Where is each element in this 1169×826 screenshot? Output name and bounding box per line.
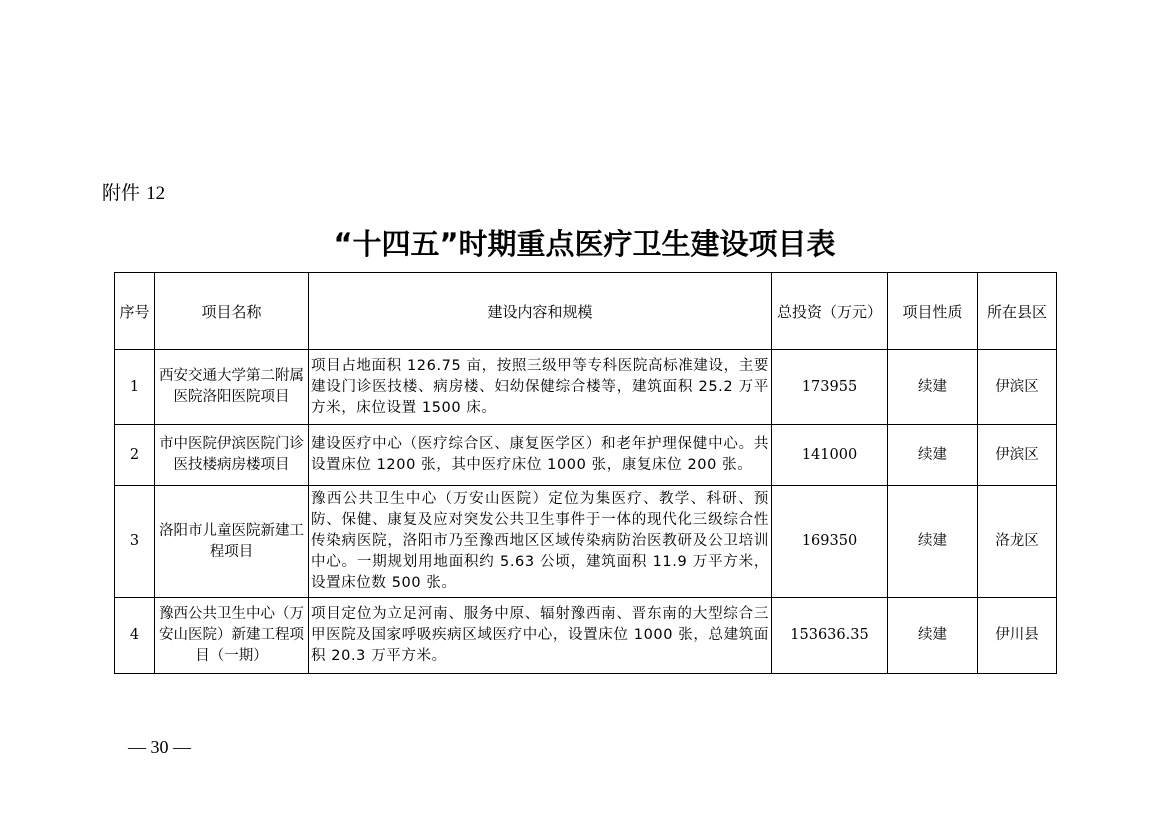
table-row — [115, 598, 1057, 674]
row-county: 伊川县 — [978, 598, 1057, 674]
table-header-row — [115, 273, 1057, 350]
attachment-prefix: 附件 — [102, 182, 141, 204]
header-name: 项目名称 — [155, 273, 309, 350]
header-county: 所在县区 — [978, 273, 1057, 350]
table-row — [115, 425, 1057, 486]
page-title: “十四五”时期重点医疗卫生建设项目表 — [333, 227, 836, 261]
row-content: 项目定位为立足河南、服务中原、辐射豫西南、晋东南的大型综合三甲医院及国家呼吸疾病区域医疗中心，设置床位 1000 张，总建筑面积 20.3 万平方米。 — [309, 598, 772, 674]
row-investment: 173955 — [772, 350, 888, 425]
row-nature: 续建 — [888, 350, 978, 425]
row-name: 西安交通大学第二附属医院洛阳医院项目 — [155, 350, 309, 425]
row-no: 1 — [115, 350, 155, 425]
row-content: 豫西公共卫生中心（万安山医院）定位为集医疗、教学、科研、预防、保健、康复及应对突发公共卫生事件于一体的现代化三级综合性传染病医院，洛阳市乃至豫西地区区域传染病防治医教研及公卫培训中心。一期规划用地面积约 5.63 公顷，建筑面积 11.9 万平方米，设置床位数 500 张。 — [309, 486, 772, 598]
row-no: 2 — [115, 425, 155, 486]
table-row — [115, 486, 1057, 598]
row-investment: 153636.35 — [772, 598, 888, 674]
row-no: 4 — [115, 598, 155, 674]
header-nature: 项目性质 — [888, 273, 978, 350]
row-investment: 169350 — [772, 486, 888, 598]
attachment-label — [102, 181, 165, 206]
row-investment: 141000 — [772, 425, 888, 486]
row-content: 项目占地面积 126.75 亩，按照三级甲等专科医院高标准建设，主要建设门诊医技楼、病房楼、妇幼保健综合楼等，建筑面积 25.2 万平方米，床位设置 1500 床。 — [309, 350, 772, 425]
header-content: 建设内容和规模 — [309, 273, 772, 350]
projects-table — [114, 272, 1057, 674]
row-nature: 续建 — [888, 598, 978, 674]
row-name: 市中医院伊滨医院门诊医技楼病房楼项目 — [155, 425, 309, 486]
row-county: 洛龙区 — [978, 486, 1057, 598]
attachment-number: 12 — [146, 183, 166, 204]
page-number: — 30 — — [128, 737, 191, 757]
row-name: 洛阳市儿童医院新建工程项目 — [155, 486, 309, 598]
row-content: 建设医疗中心（医疗综合区、康复医学区）和老年护理保健中心。共设置床位 1200 张，其中医疗床位 1000 张，康复床位 200 张。 — [309, 425, 772, 486]
row-county: 伊滨区 — [978, 350, 1057, 425]
row-name: 豫西公共卫生中心（万安山医院）新建工程项目（一期） — [155, 598, 309, 674]
row-county: 伊滨区 — [978, 425, 1057, 486]
header-no: 序号 — [115, 273, 155, 350]
row-no: 3 — [115, 486, 155, 598]
header-investment: 总投资（万元） — [772, 273, 888, 350]
table-row — [115, 350, 1057, 425]
row-nature: 续建 — [888, 486, 978, 598]
row-nature: 续建 — [888, 425, 978, 486]
